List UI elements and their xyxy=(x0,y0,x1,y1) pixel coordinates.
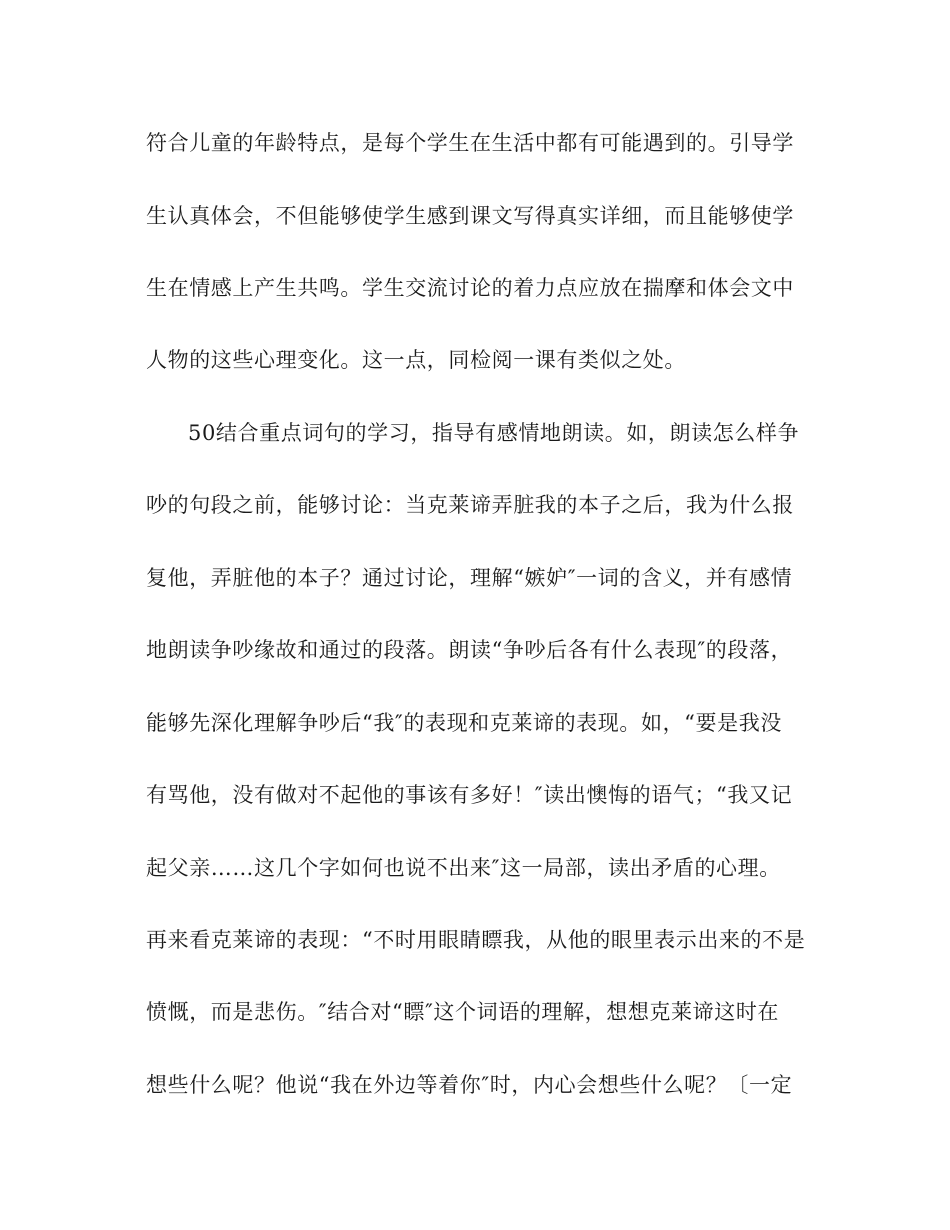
text-line: 想些什么呢？他说“我在外边等着你″时，内心会想些什么呢？〔一定 xyxy=(146,1073,793,1097)
text-line: 能够先深化理解争吵后“我″的表现和克莱谛的表现。如，“要是我没 xyxy=(146,711,782,735)
text-line: 符合儿童的年龄特点，是每个学生在生活中都有可能遇到的。引导学 xyxy=(146,131,794,155)
text-line: 再来看克莱谛的表现：“不时用眼睛瞟我，从他的眼里表示出来的不是 xyxy=(146,928,806,952)
text-line: 起父亲……这几个字如何也说不出来″这一局部，读出矛盾的心理。 xyxy=(146,856,781,880)
text-line: 人物的这些心理变化。这一点，同检阅一课有类似之处。 xyxy=(146,348,686,372)
text-line: 地朗读争吵缘故和通过的段落。朗读“争吵后各有什么表现″的段落， xyxy=(146,638,793,662)
text-line: 吵的句段之前，能够讨论：当克莱谛弄脏我的本子之后，我为什么报 xyxy=(146,493,794,517)
text-line: 愤慨，而是悲伤。″结合对“瞟″这个词语的理解，想想克莱谛这时在 xyxy=(146,1000,780,1024)
text-line: 生认真体会，不但能够使学生感到课文写得真实详细，而且能够使学 xyxy=(146,204,794,228)
text-line: 生在情感上产生共鸣。学生交流讨论的着力点应放在揣摩和体会文中 xyxy=(146,276,794,300)
paragraph-first-line: 50结合重点词句的学习，指导有感情地朗读。如，朗读怎么样争 xyxy=(188,421,800,445)
text-line: 复他，弄脏他的本子？通过讨论，理解“嫉妒″一词的含义，并有感情 xyxy=(146,566,793,590)
text-line: 有骂他，没有做对不起他的事该有多好！″读出懊悔的语气；“我又记 xyxy=(146,783,793,807)
